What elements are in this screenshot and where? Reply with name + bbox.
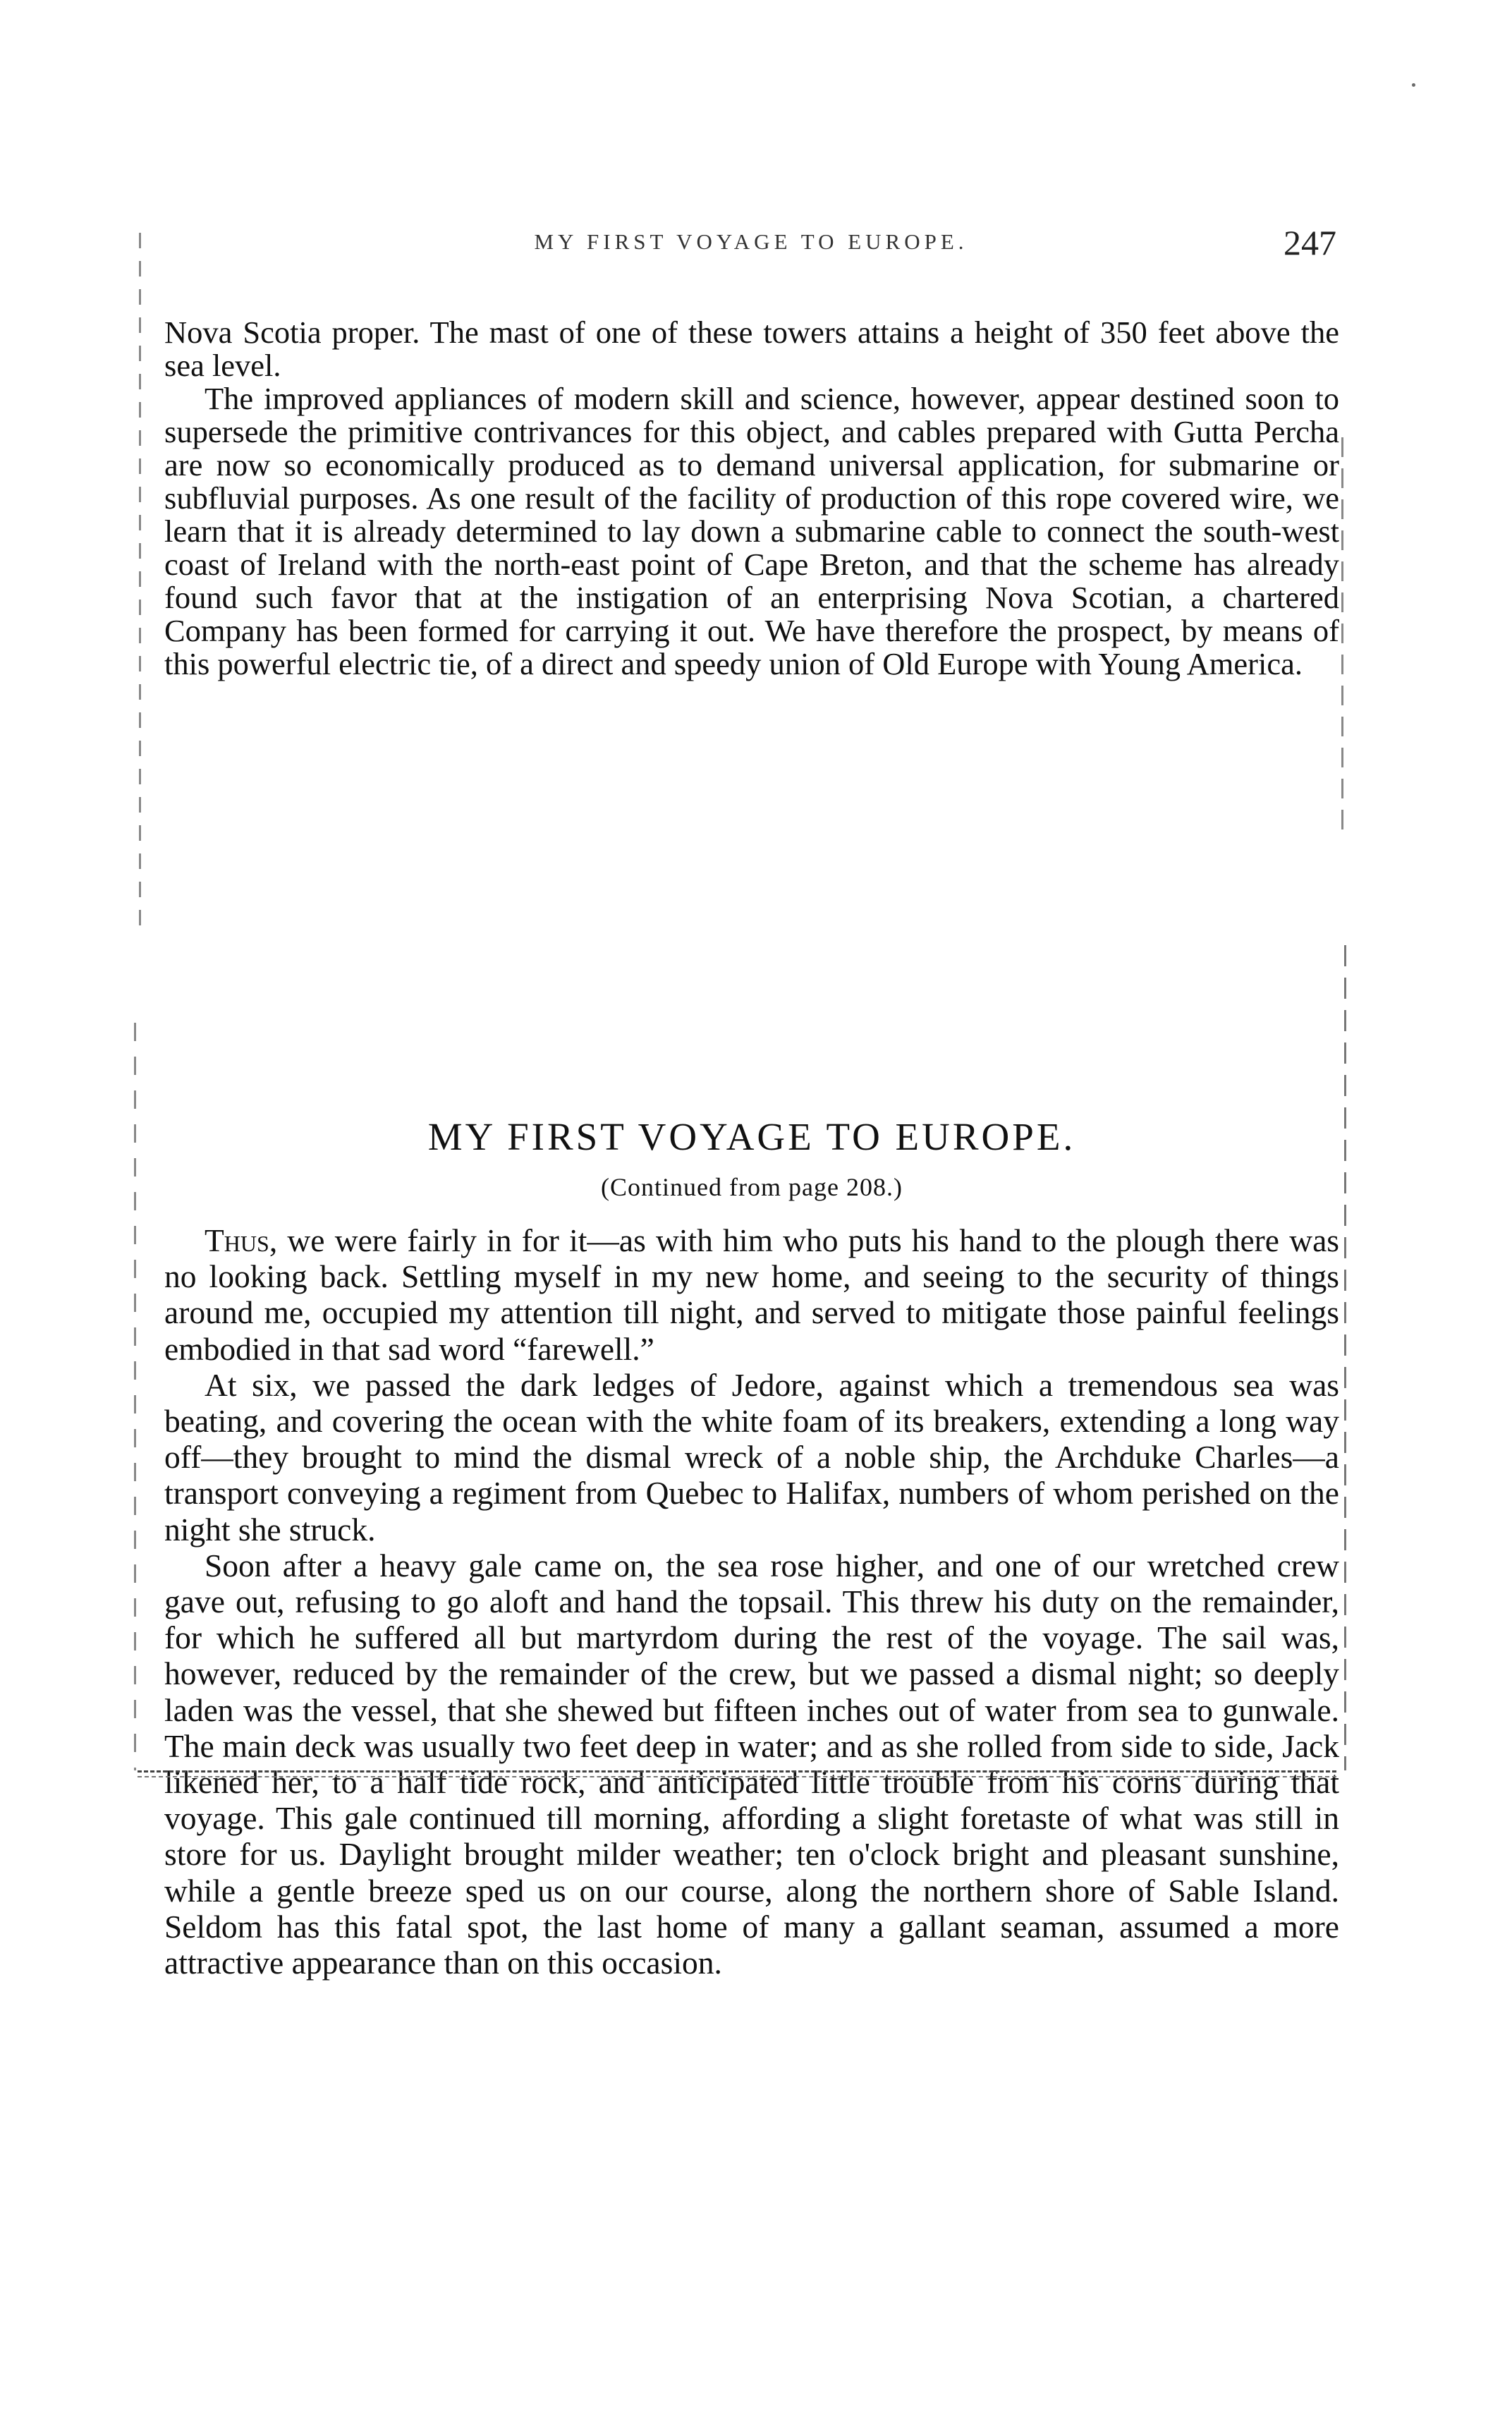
scan-mark xyxy=(139,233,141,938)
previous-article-paragraph: Nova Scotia proper. The mast of one of these towers attains a height of 350 feet above the sea level. xyxy=(164,315,1339,383)
scan-mark xyxy=(1341,437,1343,832)
scan-mark xyxy=(1412,83,1415,87)
first-paragraph-text: , we were fairly in for it—as with him who puts his hand to the plough there was no looking back. Settling myself in my new home, and seeing to the security of things around me, occupied my attention till night, and served to mitigate those painful feelings embodied in that sad word “farewell.” xyxy=(164,1222,1339,1367)
previous-article-paragraph: The improved appliances of modern skill and science, however, appear destined soon to supersede the primitive contrivances for this object, and cables prepared with Gutta Percha are now so economically produced as to demand universal application, for submarine or subfluvial purposes. As one result of the facility of production of this rope covered wire, we learn that it is already determined to lay down a submarine cable to connect the south-west coast of Ireland with the north-east point of Cape Breton, and that the scheme has already found such favor that at the instigation of an enterprising Nova Scotian, a chartered Company has been formed for carrying it out. We have therefore the prospect, by means of this powerful electric tie, of a direct and speedy union of Old Europe with Young America. xyxy=(164,381,1339,681)
article-paragraph: At six, we passed the dark ledges of Jedore, against which a tremendous sea was beating, and covering the ocean with the white foam of its breakers, extending a long way off—they brought to mind the dismal wreck of a noble ship, the Archduke Charles—a transport conveying a regiment from Quebec to Halifax, numbers of whom perished on the night she struck. xyxy=(164,1366,1339,1548)
running-head-title: MY FIRST VOYAGE TO EUROPE. xyxy=(534,229,968,254)
page-number: 247 xyxy=(1284,223,1336,262)
article-paragraph xyxy=(164,1222,1339,1367)
previous-article-text xyxy=(164,316,1339,681)
article-title: MY FIRST VOYAGE TO EUROPE. xyxy=(427,1115,1076,1158)
scan-mark xyxy=(134,1023,136,1770)
bottom-rule xyxy=(138,1770,1336,1773)
scan-mark xyxy=(1344,945,1346,1770)
continued-note: (Continued from page 208.) xyxy=(601,1173,903,1201)
article-body xyxy=(164,1222,1339,1981)
drop-word: Thus xyxy=(205,1222,269,1258)
article-paragraph: Soon after a heavy gale came on, the sea rose higher, and one of our wretched crew gave out, refusing to go aloft and hand the topsail. This threw his duty on the remainder, for which he suffered all but martyrdom during the rest of the voyage. The sail was, however, reduced by the remainder of the crew, but we passed a dismal night; so deeply laden was the vessel, that she shewed but fifteen inches out of water from sea to gunwale. The main deck was usually two feet deep in water; and as she rolled from side to side, Jack likened her, to a half tide rock, and anticipated little trouble from his corns during that voyage. This gale continued till morning, affording a slight foretaste of what was still in store for us. Daylight brought milder weather; ten o'clock bright and pleasant sunshine, while a gentle breeze sped us on our course, along the northern shore of Sable Island. Seldom has this fatal spot, the last home of many a gallant seaman, assumed a more attractive appearance than on this occasion. xyxy=(164,1547,1339,1981)
running-head xyxy=(166,222,1336,265)
bottom-rule xyxy=(138,1776,1336,1777)
